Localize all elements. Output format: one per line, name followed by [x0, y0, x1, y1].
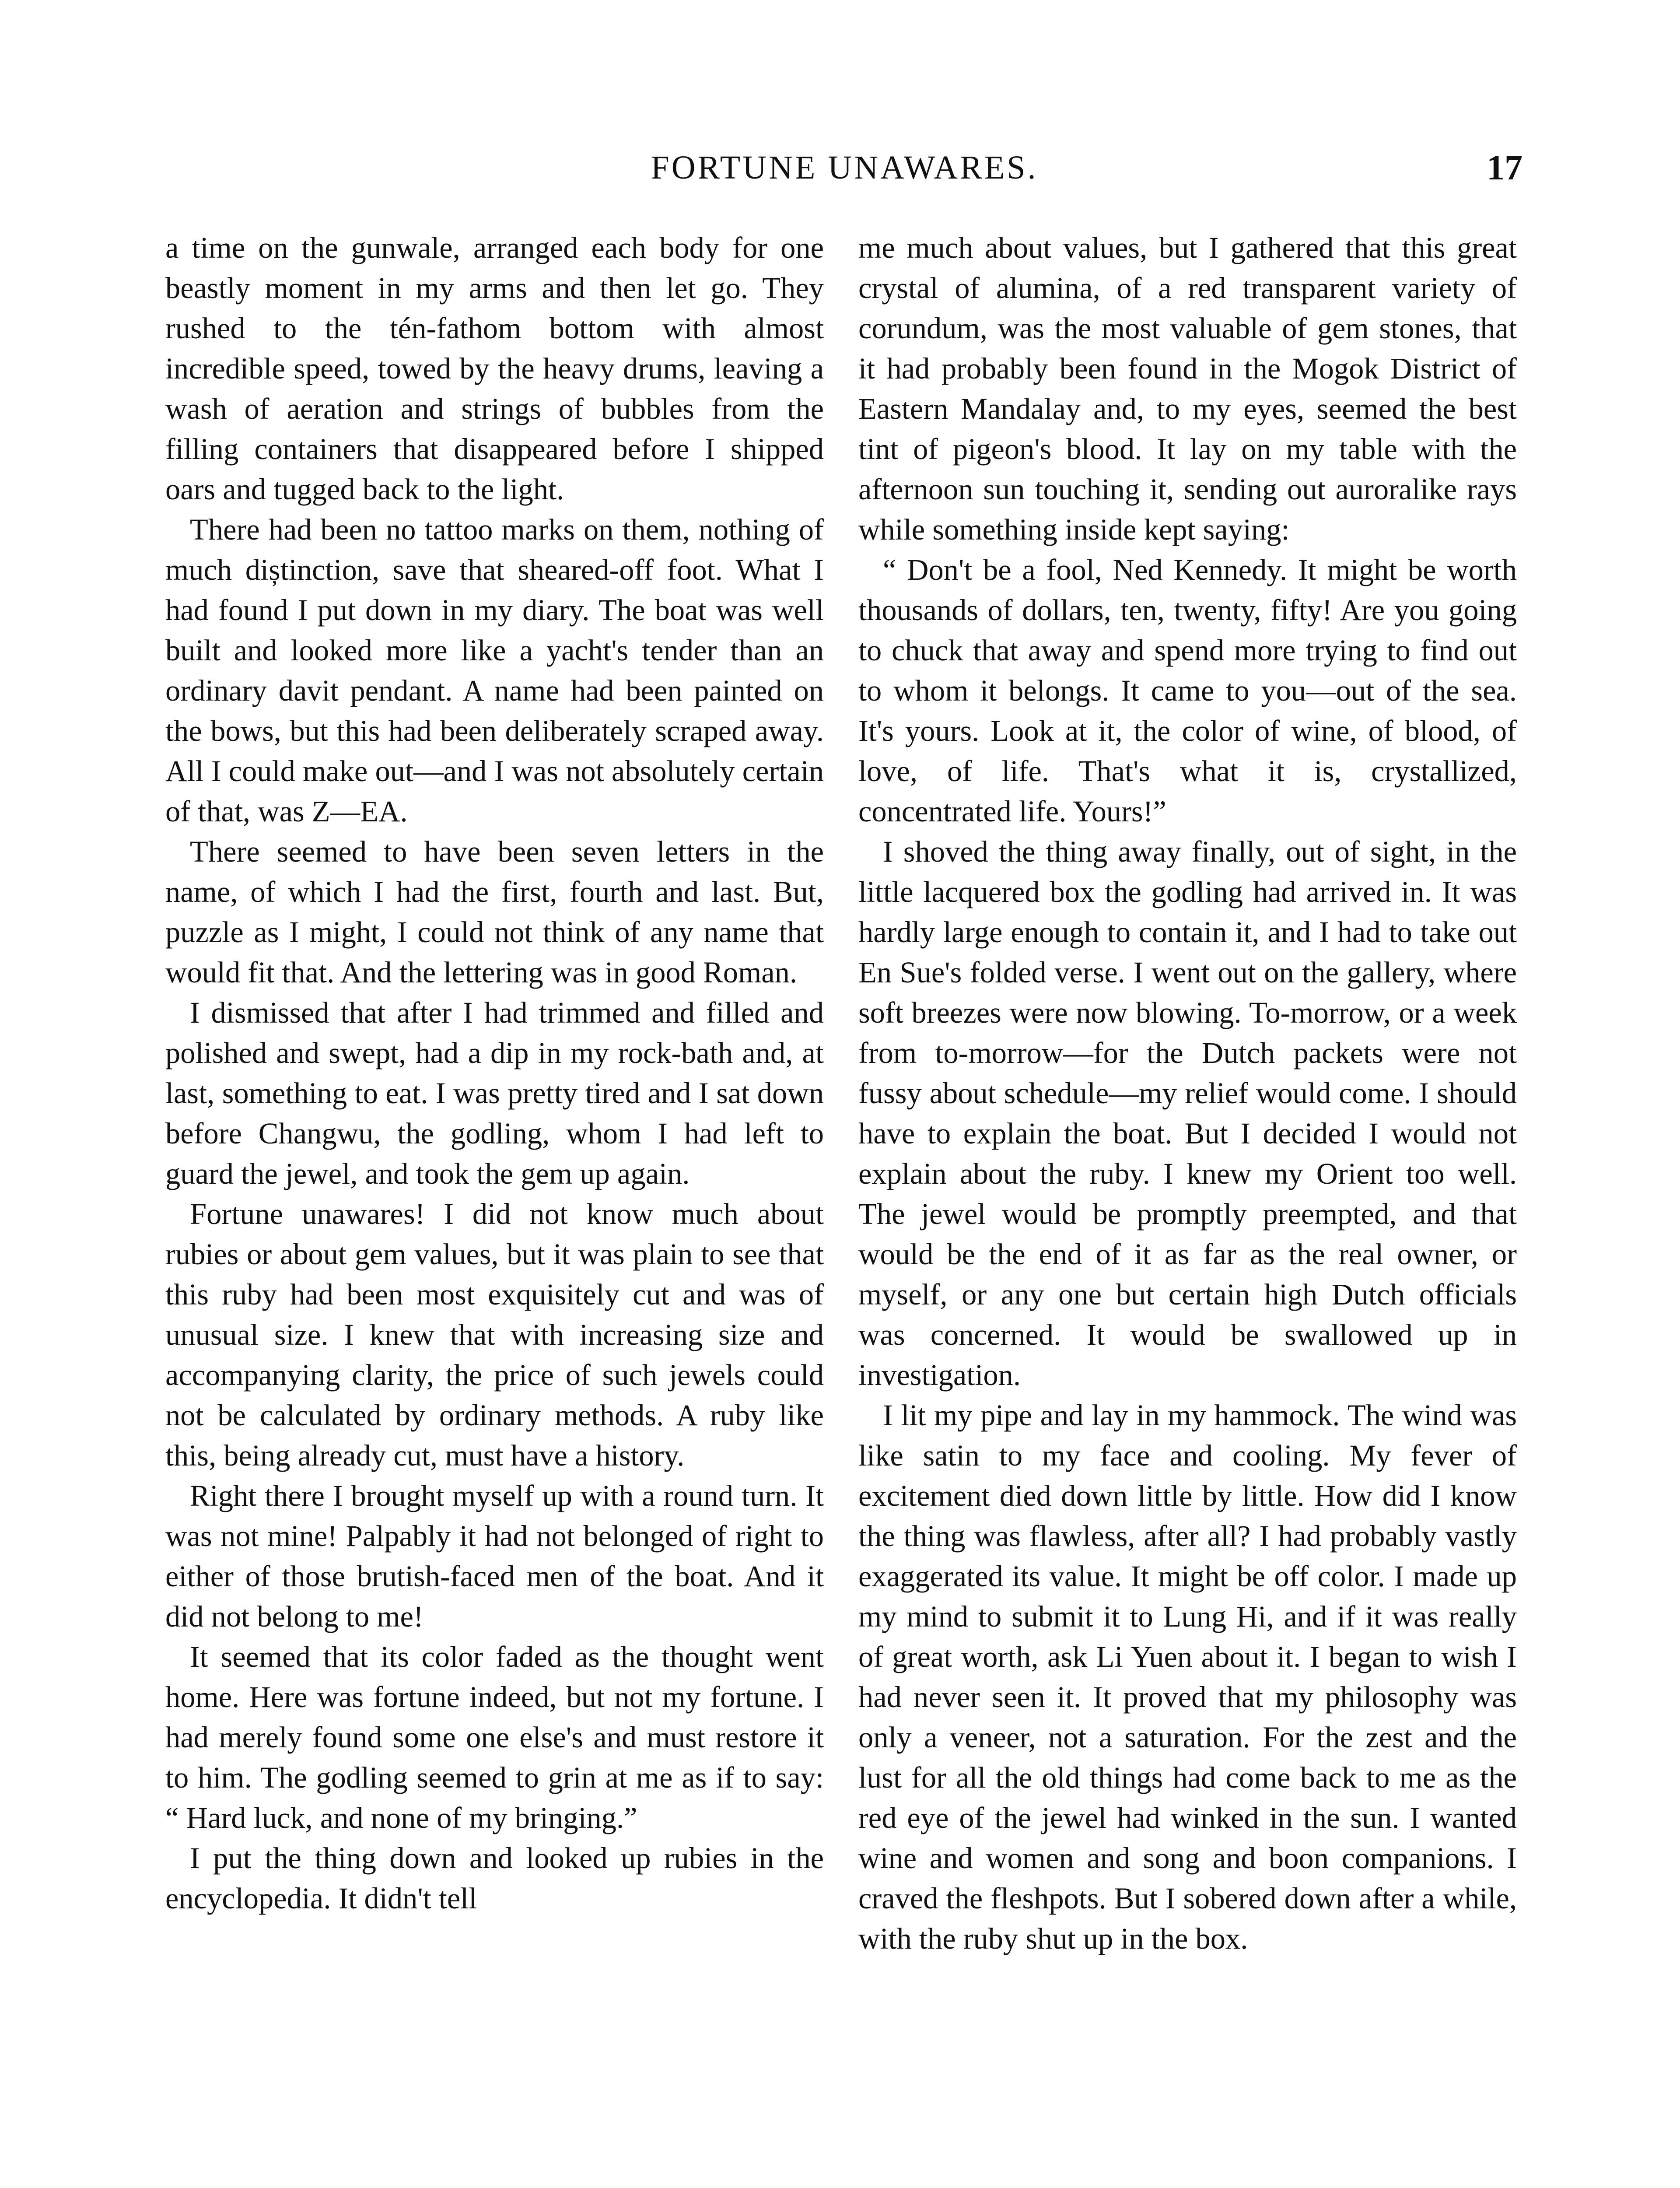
running-head — [166, 144, 1522, 192]
right-column — [858, 228, 1517, 1959]
paragraph: There seemed to have been seven letters in the name, of which I had the first, fourth and last. But, puzzle as I might, I could not think of any name that would fit that. And the lettering was in good Roman. — [165, 835, 824, 989]
page-number: 17 — [1487, 147, 1522, 187]
paragraph: a time on the gunwale, arranged each body for one beastly moment in my arms and then let go. They rushed to the tén-fathom bottom with almost incredible speed, towed by the heavy drums, leaving a wash of aeration and strings of bubbles from the filling containers that disappeared before I shipped oars and tugged back to the light. — [165, 231, 824, 506]
paragraph: I lit my pipe and lay in my hammock. The wind was like satin to my face and cooling. My fever of excitement died down little by little. How did I know the thing was flawless, after all? I had probably vastly exaggerated its value. It might be off color. I made up my mind to submit it to Lung Hi, and if it was really of great worth, ask Li Yuen about it. I began to wish I had never seen it. It proved that my philosophy was only a veneer, not a saturation. For the zest and the lust for all the old things had come back to me as the red eye of the jewel had winked in the sun. I wanted wine and women and song and boon companions. I craved the fleshpots. But I sobered down after a while, with the ruby shut up in the box. — [858, 1399, 1517, 1955]
paragraph: I shoved the thing away finally, out of sight, in the little lacquered box the godling had arrived in. It was hardly large enough to contain it, and I had to take out En Sue's folded verse. I went out on the gallery, where soft breezes were now blowing. To-morrow, or a week from to-morrow—for the Dutch packets were not fussy about schedule—my relief would come. I should have to explain the boat. But I decided I would not explain about the ruby. I knew my Orient too well. The jewel would be promptly preempted, and that would be the end of it as far as the real owner, or myself, or any one but certain high Dutch officials was concerned. It would be swallowed up in investigation. — [858, 835, 1517, 1392]
page-title: FORTUNE UNAWARES. — [651, 149, 1038, 186]
left-column — [165, 228, 824, 1918]
paragraph: I put the thing down and looked up rubies in the encyclopedia. It didn't tell — [165, 1841, 824, 1915]
paragraph: There had been no tattoo marks on them, nothing of much diștinction, save that sheared-off foot. What I had found I put down in my diary. The boat was well built and looked more like a yacht's tender than an ordinary davit pendant. A name had been painted on the bows, but this had been deliberately scraped away. All I could make out—and I was not absolutely certain of that, was Z—EA. — [165, 513, 824, 828]
paragraph: “ Don't be a fool, Ned Kennedy. It might be worth thousands of dollars, ten, twenty, fifty! Are you going to chuck that away and spend more trying to find out to whom it belongs. It came to you—out of the sea. It's yours. Look at it, the color of wine, of blood, of love, of life. That's what it is, crystallized, concentrated life. Yours!” — [858, 553, 1517, 828]
paragraph: Fortune unawares! I did not know much about rubies or about gem values, but it was plain to see that this ruby had been most exquisitely cut and was of unusual size. I knew that with increasing size and accompanying clarity, the price of such jewels could not be calculated by ordinary methods. A ruby like this, being already cut, must have a history. — [165, 1197, 824, 1472]
paragraph: I dismissed that after I had trimmed and filled and polished and swept, had a dip in my rock-bath and, at last, something to eat. I was pretty tired and I sat down before Changwu, the godling, whom I had left to guard the jewel, and took the gem up again. — [165, 996, 824, 1190]
paragraph: me much about values, but I gathered that this great crystal of alumina, of a red transparent variety of corundum, was the most valuable of gem stones, that it had probably been found in the Mogok District of Eastern Mandalay and, to my eyes, seemed the best tint of pigeon's blood. It lay on my table with the afternoon sun touching it, sending out auroralike rays while something inside kept saying: — [858, 231, 1517, 546]
paragraph: It seemed that its color faded as the thought went home. Here was fortune indeed, but not my fortune. I had merely found some one else's and must restore it to him. The godling seemed to grin at me as if to say: “ Hard luck, and none of my bringing.” — [165, 1640, 824, 1834]
paragraph: Right there I brought myself up with a round turn. It was not mine! Palpably it had not belonged of right to either of those brutish-faced men of the boat. And it did not belong to me! — [165, 1479, 824, 1633]
